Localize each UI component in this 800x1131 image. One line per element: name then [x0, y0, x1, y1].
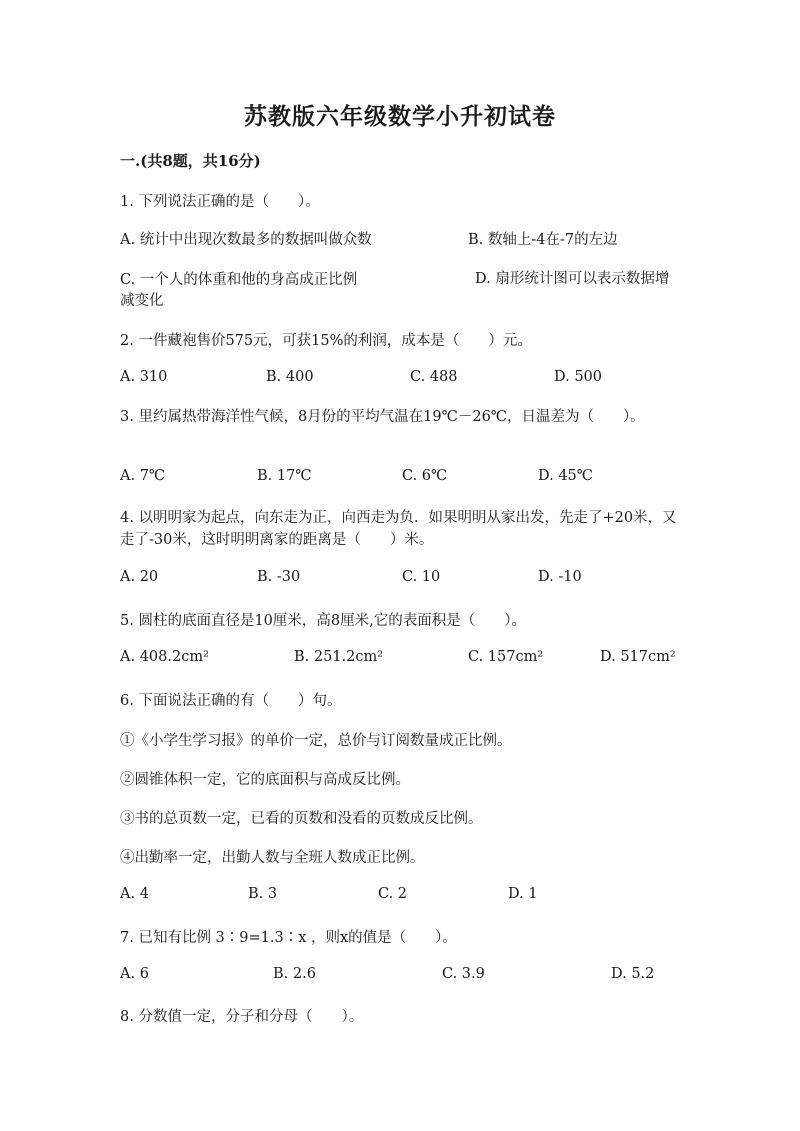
- question-2-stem: 2. 一件藏袍售价575元，可获15%的利润，成本是（ ）元。: [120, 333, 532, 349]
- question-6-option-b: B. 3: [248, 886, 278, 902]
- question-3-option-a: A. 7℃: [120, 468, 166, 484]
- question-4-option-b: B. -30: [257, 569, 301, 585]
- question-1-option-b: B. 数轴上-4在-7的左边: [468, 232, 618, 248]
- question-1-option-c: C. 一个人的体重和他的身高成正比例: [120, 272, 358, 288]
- question-6-statement-2: ②圆锥体积一定，它的底面积与高成反比例。: [120, 772, 410, 788]
- question-4-option-d: D. -10: [538, 569, 582, 585]
- question-6-option-a: A. 4: [120, 886, 149, 902]
- question-6-statement-3: ③书的总页数一定，已看的页数和没看的页数成反比例。: [120, 811, 483, 827]
- question-3-option-d: D. 45℃: [538, 468, 593, 484]
- question-1-stem: 1. 下列说法正确的是（ ）。: [120, 194, 320, 210]
- question-5-stem: 5. 圆柱的底面直径是10厘米，高8厘米,它的表面积是（ ）。: [120, 613, 526, 629]
- question-8-stem: 8. 分数值一定，分子和分母（ ）。: [120, 1009, 364, 1025]
- question-6-statement-4: ④出勤率一定，出勤人数与全班人数成正比例。: [120, 850, 425, 866]
- question-2-option-a: A. 310: [120, 369, 168, 385]
- question-3-stem: 3. 里约属热带海洋性气候，8月份的平均气温在19℃－26℃，日温差为（ ）。: [120, 409, 645, 425]
- question-5-option-d: D. 517cm²: [600, 649, 676, 665]
- question-7-stem: 7. 已知有比例 3∶9=1.3∶x ，则x的值是（ ）。: [120, 930, 457, 946]
- question-2-option-c: C. 488: [410, 369, 458, 385]
- question-2-option-b: B. 400: [266, 369, 314, 385]
- question-7-option-d: D. 5.2: [611, 966, 655, 982]
- question-6-option-d: D. 1: [508, 886, 538, 902]
- question-3-option-c: C. 6℃: [402, 468, 448, 484]
- question-6-statement-1: ①《小学生学习报》的单价一定，总价与订阅数量成正比例。: [120, 733, 512, 749]
- question-2-option-d: D. 500: [554, 369, 603, 385]
- question-6-option-c: C. 2: [378, 886, 408, 902]
- question-5-option-b: B. 251.2cm²: [294, 649, 384, 665]
- question-7-option-c: C. 3.9: [442, 966, 485, 982]
- question-7-option-a: A. 6: [120, 966, 149, 982]
- question-1-option-a: A. 统计中出现次数最多的数据叫做众数: [120, 232, 372, 248]
- question-6-stem: 6. 下面说法正确的有（ ）句。: [120, 693, 342, 709]
- question-3-option-b: B. 17℃: [257, 468, 312, 484]
- question-5-option-c: C. 157cm²: [468, 649, 544, 665]
- question-5-option-a: A. 408.2cm²: [120, 649, 209, 665]
- page-title: 苏教版六年级数学小升初试卷: [244, 103, 556, 130]
- question-7-option-b: B. 2.6: [273, 966, 316, 982]
- question-1-option-d: D. 扇形统计图可以表示数据增减变化: [120, 271, 670, 309]
- question-4-option-a: A. 20: [120, 569, 159, 585]
- question-4-stem: 4. 以明明家为起点，向东走为正，向西走为负．如果明明从家出发，先走了+20米，又走了-30米，这时明明离家的距离是（ ）米。: [120, 510, 677, 548]
- section-heading: 一.(共8题，共16分): [120, 152, 261, 170]
- question-4-option-c: C. 10: [402, 569, 441, 585]
